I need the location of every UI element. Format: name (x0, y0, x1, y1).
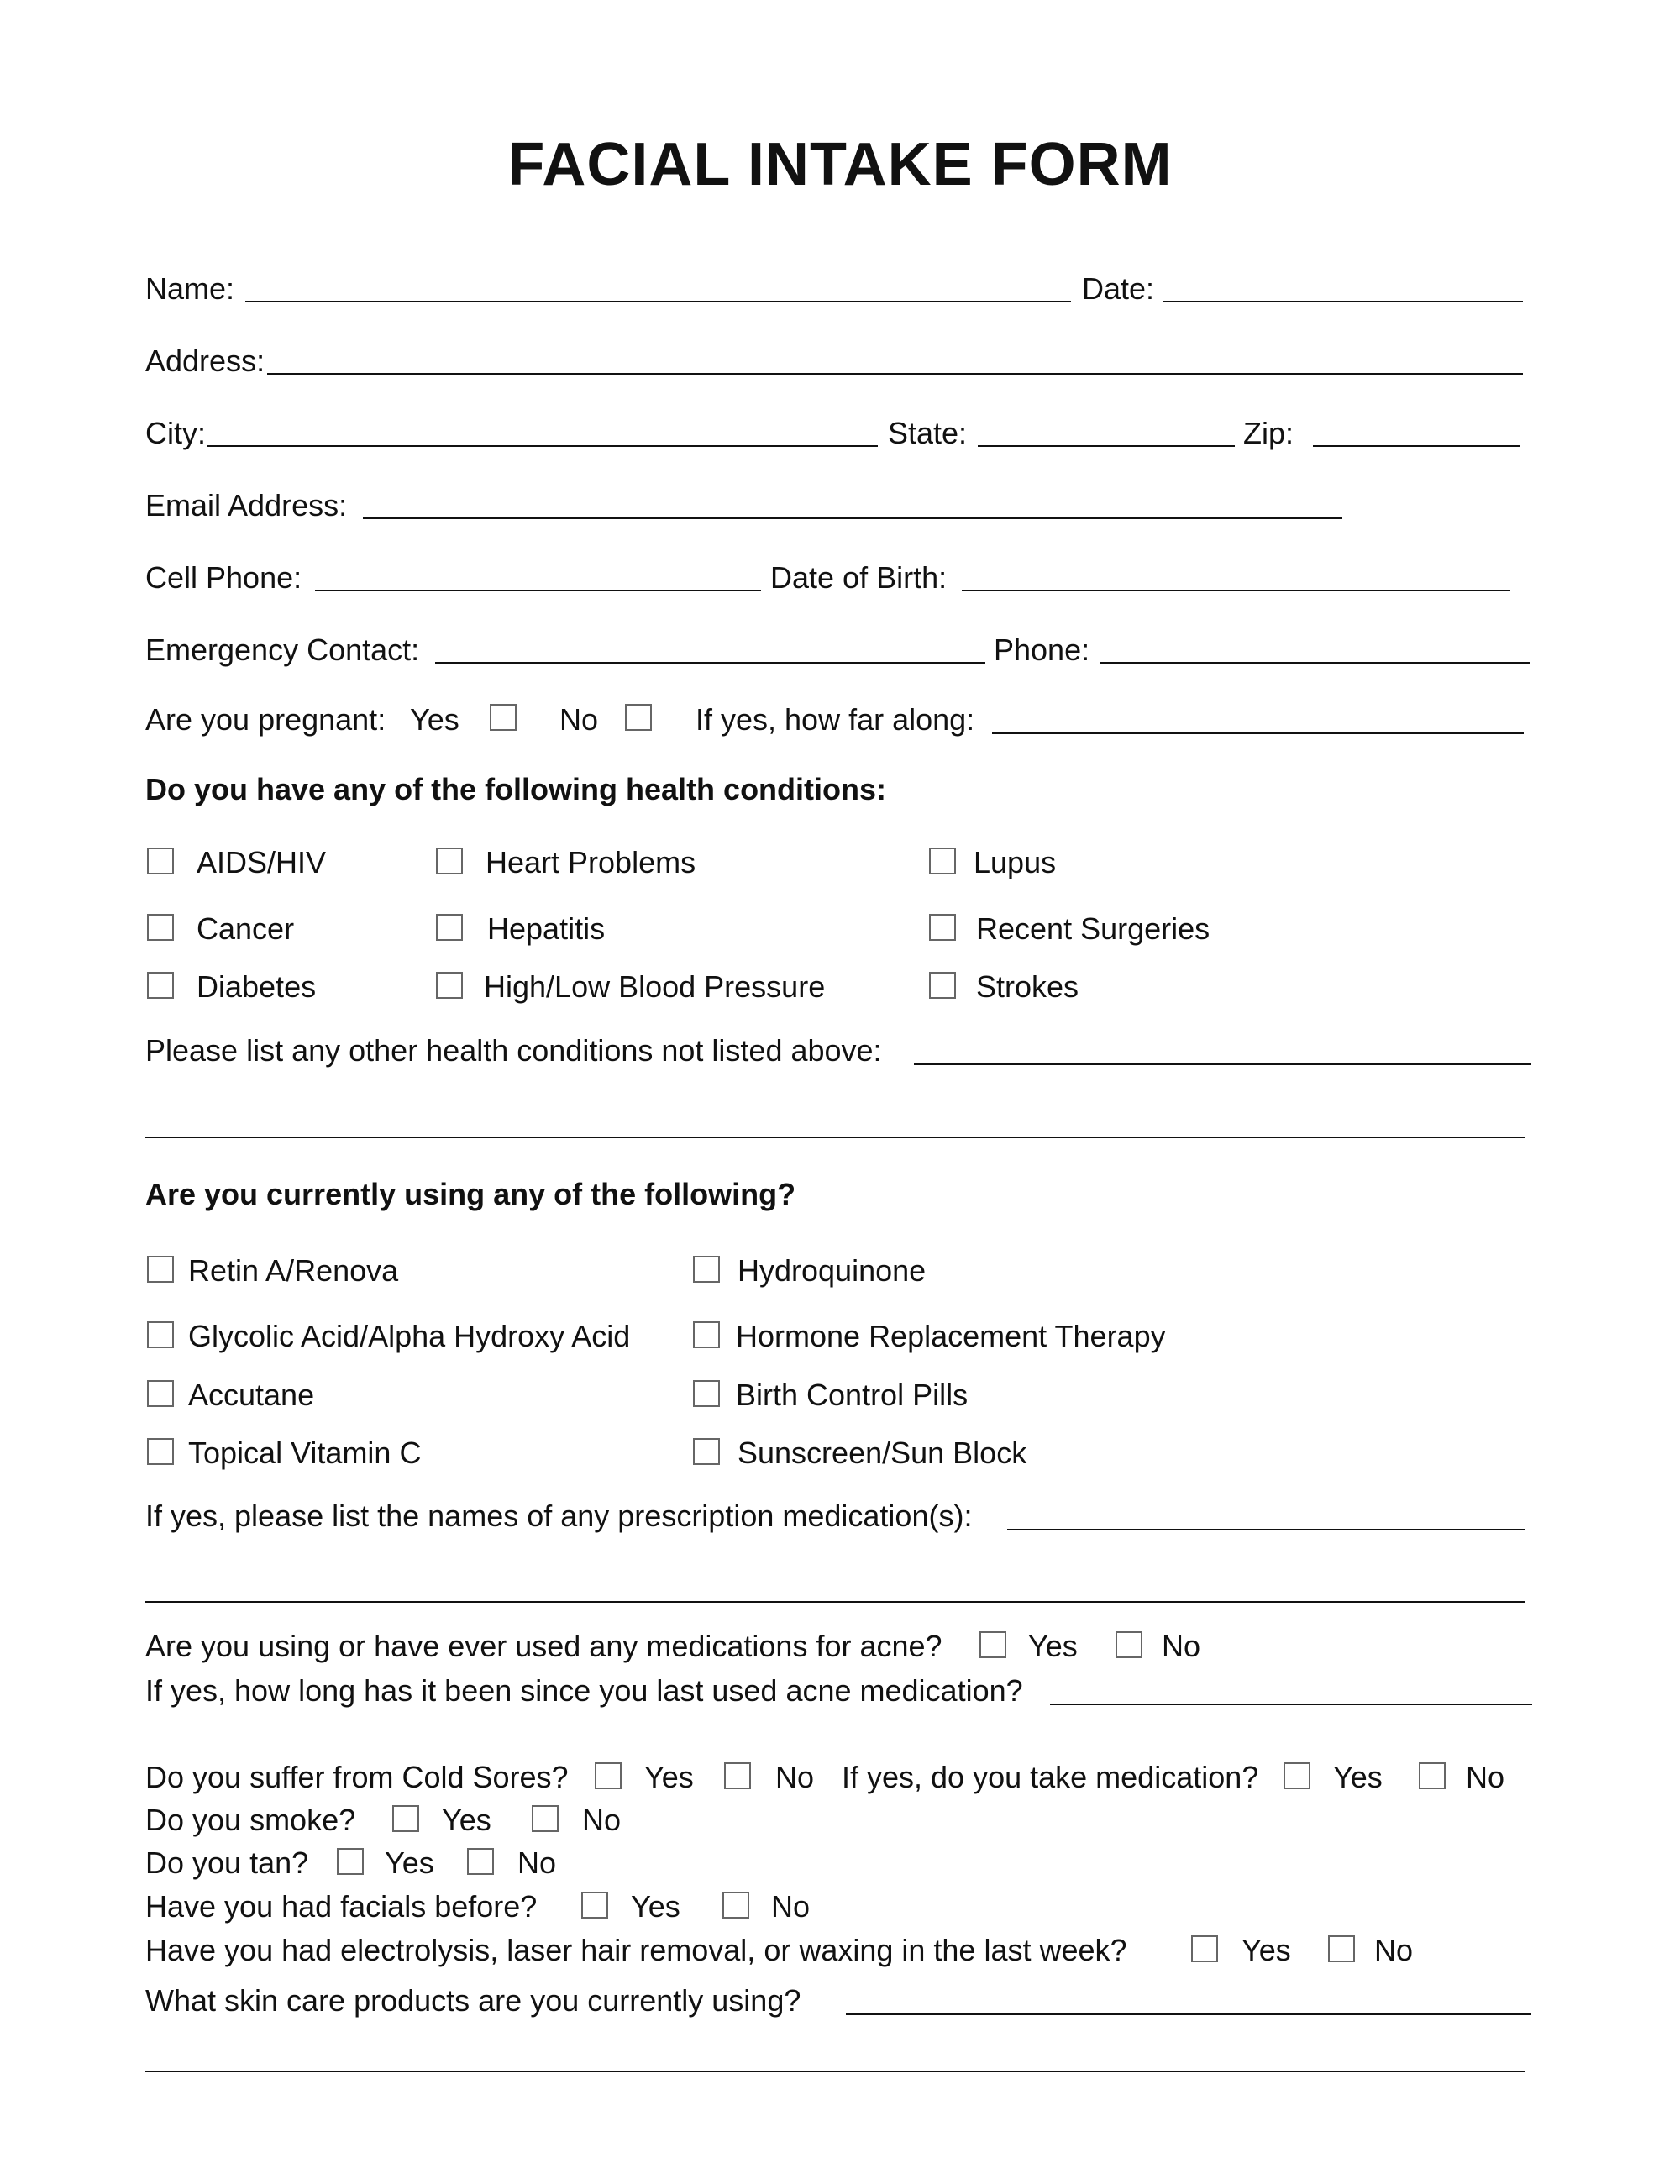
pregnant-no-label: No (559, 702, 599, 737)
products-field[interactable] (846, 2013, 1531, 2015)
cold-sores-med-yes-label: Yes (1333, 1760, 1383, 1794)
hydroquinone-label: Hydroquinone (738, 1253, 927, 1288)
cold-sores-no-checkbox[interactable] (724, 1762, 751, 1789)
pregnant-yes-checkbox[interactable] (490, 704, 517, 731)
how-far-label: If yes, how far along: (696, 702, 975, 737)
acne-question: Are you using or have ever used any medications for acne? (145, 1629, 942, 1663)
facials-no-checkbox[interactable] (722, 1892, 749, 1919)
blood-pressure-checkbox[interactable] (436, 972, 463, 999)
products-label: What skin care products are you currently using? (145, 1983, 801, 2018)
zip-label: Zip: (1243, 416, 1294, 450)
state-label: State: (888, 416, 968, 450)
date-label: Date: (1082, 271, 1155, 306)
smoke-yes-checkbox[interactable] (392, 1805, 419, 1832)
heart-problems-label: Heart Problems (486, 845, 696, 879)
cold-sores-no-label: No (775, 1760, 815, 1794)
tan-no-label: No (517, 1845, 557, 1880)
emergency-contact-label: Emergency Contact: (145, 633, 420, 667)
email-label: Email Address: (145, 488, 348, 522)
cancer-label: Cancer (197, 911, 295, 946)
phone-label: Phone: (994, 633, 1090, 667)
prescription-label: If yes, please list the names of any prescription medication(s): (145, 1499, 973, 1533)
other-conditions-field[interactable] (914, 1063, 1531, 1065)
how-far-field[interactable] (992, 732, 1524, 734)
blood-pressure-label: High/Low Blood Pressure (484, 969, 826, 1004)
acne-since-label: If yes, how long has it been since you last used acne medication? (145, 1673, 1023, 1708)
address-label: Address: (145, 344, 265, 378)
usage-heading: Are you currently using any of the following? (145, 1177, 796, 1211)
diabetes-label: Diabetes (197, 969, 317, 1004)
accutane-label: Accutane (188, 1378, 315, 1412)
facials-question: Have you had facials before? (145, 1889, 538, 1924)
hepatitis-checkbox[interactable] (436, 914, 463, 941)
lupus-checkbox[interactable] (929, 848, 956, 874)
smoke-no-label: No (582, 1803, 622, 1837)
facials-yes-checkbox[interactable] (581, 1892, 608, 1919)
vitamin-c-label: Topical Vitamin C (188, 1436, 422, 1470)
electrolysis-no-label: No (1374, 1933, 1414, 1967)
tan-question: Do you tan? (145, 1845, 309, 1880)
recent-surgeries-checkbox[interactable] (929, 914, 956, 941)
dob-label: Date of Birth: (770, 560, 948, 595)
acne-no-label: No (1162, 1629, 1201, 1663)
diabetes-checkbox[interactable] (147, 972, 174, 999)
name-field[interactable] (245, 301, 1071, 302)
accutane-checkbox[interactable] (147, 1380, 174, 1407)
electrolysis-yes-label: Yes (1242, 1933, 1291, 1967)
cold-sores-med-no-checkbox[interactable] (1419, 1762, 1446, 1789)
electrolysis-yes-checkbox[interactable] (1191, 1935, 1218, 1962)
pregnant-question: Are you pregnant: (145, 702, 386, 737)
products-field-2[interactable] (145, 2071, 1525, 2072)
glycolic-acid-label: Glycolic Acid/Alpha Hydroxy Acid (188, 1319, 631, 1353)
sunscreen-checkbox[interactable] (693, 1438, 720, 1465)
cold-sores-yes-checkbox[interactable] (595, 1762, 622, 1789)
name-label: Name: (145, 271, 235, 306)
smoke-question: Do you smoke? (145, 1803, 356, 1837)
city-label: City: (145, 416, 206, 450)
facials-yes-label: Yes (631, 1889, 680, 1924)
birth-control-checkbox[interactable] (693, 1380, 720, 1407)
hydroquinone-checkbox[interactable] (693, 1256, 720, 1283)
strokes-checkbox[interactable] (929, 972, 956, 999)
acne-yes-checkbox[interactable] (979, 1631, 1006, 1658)
vitamin-c-checkbox[interactable] (147, 1438, 174, 1465)
city-field[interactable] (207, 445, 878, 447)
other-conditions-label: Please list any other health conditions not listed above: (145, 1033, 882, 1068)
address-field[interactable] (267, 373, 1523, 375)
cold-sores-med-question: If yes, do you take medication? (842, 1760, 1259, 1794)
cold-sores-med-no-label: No (1466, 1760, 1505, 1794)
aids-hiv-label: AIDS/HIV (197, 845, 327, 879)
smoke-no-checkbox[interactable] (532, 1805, 559, 1832)
retin-a-label: Retin A/Renova (188, 1253, 399, 1288)
email-field[interactable] (363, 517, 1342, 519)
pregnant-yes-label: Yes (410, 702, 459, 737)
health-heading: Do you have any of the following health conditions: (145, 772, 887, 806)
acne-no-checkbox[interactable] (1116, 1631, 1142, 1658)
tan-yes-checkbox[interactable] (337, 1848, 364, 1875)
strokes-label: Strokes (976, 969, 1079, 1004)
electrolysis-question: Have you had electrolysis, laser hair removal, or waxing in the last week? (145, 1933, 1127, 1967)
phone-field[interactable] (1100, 662, 1530, 664)
birth-control-label: Birth Control Pills (736, 1378, 969, 1412)
recent-surgeries-label: Recent Surgeries (976, 911, 1210, 946)
acne-since-field[interactable] (1050, 1704, 1532, 1705)
sunscreen-label: Sunscreen/Sun Block (738, 1436, 1027, 1470)
heart-problems-checkbox[interactable] (436, 848, 463, 874)
acne-yes-label: Yes (1028, 1629, 1078, 1663)
prescription-field-2[interactable] (145, 1601, 1525, 1603)
cell-phone-field[interactable] (315, 590, 761, 591)
state-field[interactable] (978, 445, 1235, 447)
tan-no-checkbox[interactable] (467, 1848, 494, 1875)
hormone-therapy-checkbox[interactable] (693, 1321, 720, 1348)
cold-sores-med-yes-checkbox[interactable] (1284, 1762, 1310, 1789)
tan-yes-label: Yes (385, 1845, 434, 1880)
glycolic-acid-checkbox[interactable] (147, 1321, 174, 1348)
facials-no-label: No (771, 1889, 811, 1924)
retin-a-checkbox[interactable] (147, 1256, 174, 1283)
pregnant-no-checkbox[interactable] (625, 704, 652, 731)
cold-sores-question: Do you suffer from Cold Sores? (145, 1760, 569, 1794)
date-field[interactable] (1163, 301, 1523, 302)
prescription-field[interactable] (1007, 1529, 1525, 1530)
aids-hiv-checkbox[interactable] (147, 848, 174, 874)
hepatitis-label: Hepatitis (487, 911, 606, 946)
electrolysis-no-checkbox[interactable] (1328, 1935, 1355, 1962)
lupus-label: Lupus (974, 845, 1057, 879)
cancer-checkbox[interactable] (147, 914, 174, 941)
smoke-yes-label: Yes (442, 1803, 491, 1837)
other-conditions-field-2[interactable] (145, 1137, 1525, 1138)
emergency-contact-field[interactable] (435, 662, 985, 664)
cold-sores-yes-label: Yes (644, 1760, 694, 1794)
cell-phone-label: Cell Phone: (145, 560, 302, 595)
zip-field[interactable] (1313, 445, 1520, 447)
hormone-therapy-label: Hormone Replacement Therapy (736, 1319, 1166, 1353)
dob-field[interactable] (962, 590, 1510, 591)
form-title: FACIAL INTAKE FORM (507, 131, 1173, 198)
